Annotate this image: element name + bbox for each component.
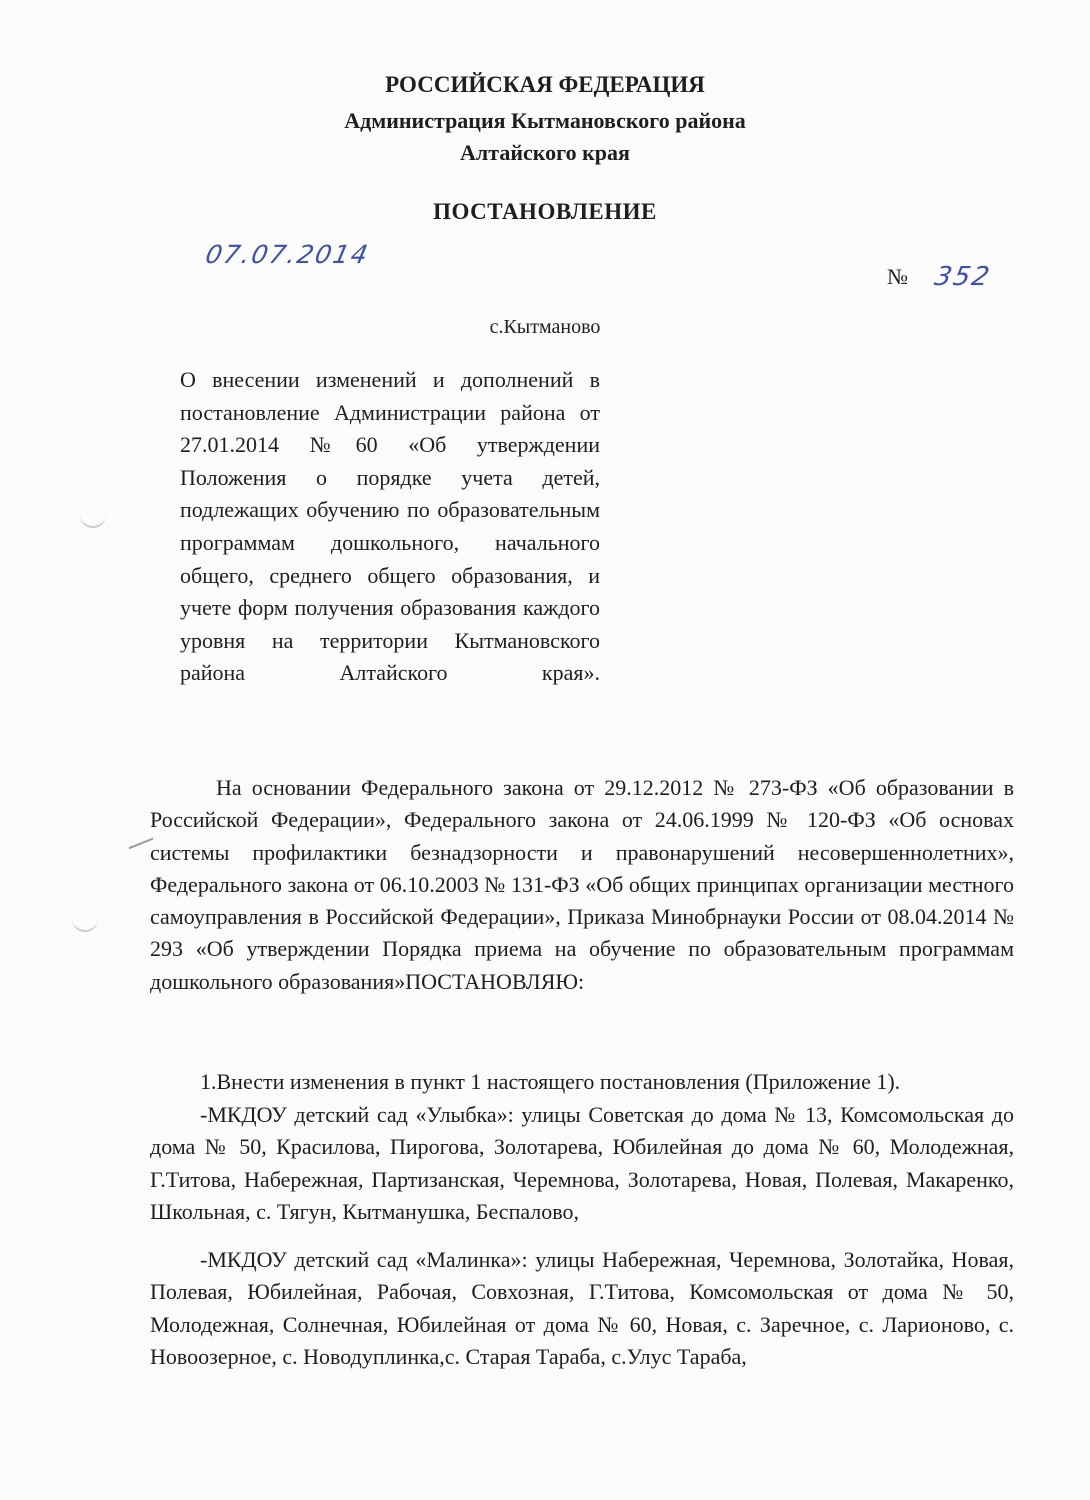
hole-punch-mark bbox=[80, 512, 106, 528]
number-sign: № bbox=[887, 264, 908, 289]
item-ulybka: -МКДОУ детский сад «Улыбка»: улицы Советская до дома № 13, Комсомольская до дома № 50, Красилова, Пирогова, Золотарева, Юбилейная до дома № 60, Молодежная, Г.Титова, Набережная, Партизанская, Черемнова, Золотарева, Новая, Полевая, Макаренко, Школьная, с. Тягун, Кытманушка, Беспалово, bbox=[150, 1102, 1014, 1224]
administration-heading: Администрация Кытмановского района bbox=[344, 108, 746, 133]
handwritten-number: 352 bbox=[931, 262, 994, 292]
hole-punch-mark bbox=[72, 916, 98, 932]
region-heading: Алтайского края bbox=[460, 140, 630, 165]
handwritten-date: 07.07.2014 bbox=[202, 240, 373, 269]
subject-block: О внесении изменений и дополнений в постановление Администрации района от 27.01.2014 №60 «Об утверждении Положения о порядке учета детей, подлежащих обучению по образовательным программам дошкольного, начального общего, среднего общего образования, и учете форм получения образования каждого уровня на территории Кытмановского района Алтайского края». bbox=[180, 367, 600, 686]
preamble-paragraph: На основании Федерального закона от 29.12.2012 № 273-ФЗ «Об образовании в Российской Федерации», Федерального закона от 24.06.1999 № 120-ФЗ «Об основах системы профилактики безнадзорности и правонарушений несовершеннолетних», Федерального закона от 06.10.2003 № 131-ФЗ «Об общих принципах организации местного самоуправления в Российской Федерации», Приказа Минобрнауки России от 08.04.2014 № 293 «Об утверждении Порядка приема на обучение по образовательным программам дошкольного образования»ПОСТАНОВЛЯЮ: bbox=[150, 775, 1014, 994]
item-malinka: -МКДОУ детский сад «Малинка»: улицы Набережная, Черемнова, Золотайка, Новая, Полевая, Юбилейная, Рабочая, Совхозная, Г.Титова, Комсомольская от дома № 50, Молодежная, Солнечная, Юбилейная от дома № 60, Новая, с. Заречное, с. Ларионово, с. Новоозерное, с. Новодуплинка,с. Старая Тараба, с.Улус Тараба, bbox=[150, 1247, 1014, 1369]
country-heading: РОССИЙСКАЯ ФЕДЕРАЦИЯ bbox=[385, 72, 705, 97]
document-type-title: ПОСТАНОВЛЕНИЕ bbox=[433, 199, 657, 224]
item-1: 1.Внести изменения в пункт 1 настоящего постановления (Приложение 1). bbox=[200, 1069, 901, 1094]
place-of-issue: с.Кытманово bbox=[489, 316, 601, 338]
